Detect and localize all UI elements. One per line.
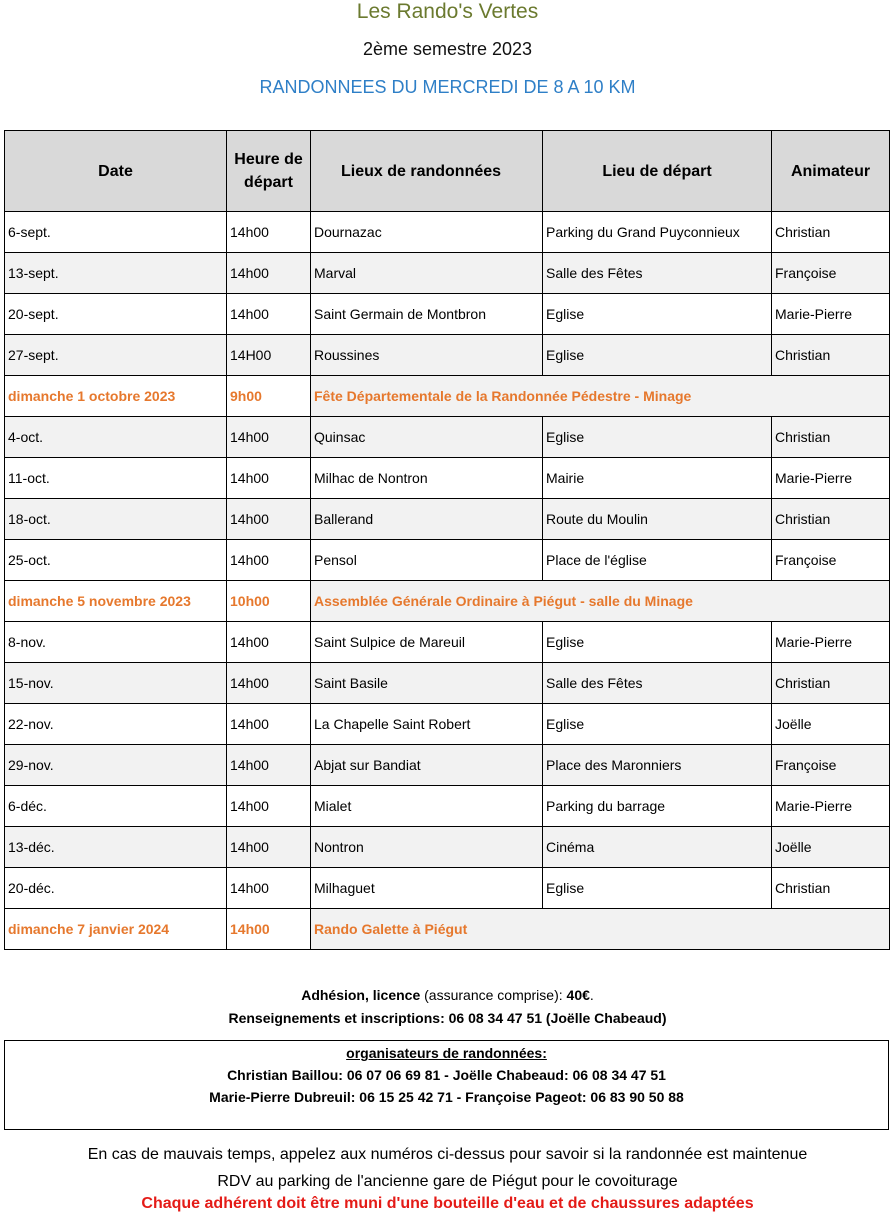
table-row bbox=[5, 868, 890, 909]
organizers-line-1: Christian Baillou: 06 07 06 69 81 - Joëlle Chabeaud: 06 08 34 47 51 bbox=[227, 1067, 666, 1083]
cell-place: Pensol bbox=[311, 540, 543, 581]
cell-date: 29-nov. bbox=[5, 745, 227, 786]
cell-place: Saint Germain de Montbron bbox=[311, 294, 543, 335]
cell-date: 27-sept. bbox=[5, 335, 227, 376]
cell-start: Cinéma bbox=[543, 827, 772, 868]
organizers-heading: organisateurs de randonnées: bbox=[346, 1045, 547, 1061]
cell-time: 10h00 bbox=[227, 581, 311, 622]
table-row bbox=[5, 622, 890, 663]
membership-end: . bbox=[589, 987, 594, 1003]
cell-date: 13-déc. bbox=[5, 827, 227, 868]
cell-time: 14h00 bbox=[227, 622, 311, 663]
cell-leader: Christian bbox=[772, 663, 890, 704]
cell-leader: Christian bbox=[772, 212, 890, 253]
cell-date: 11-oct. bbox=[5, 458, 227, 499]
table-row bbox=[5, 253, 890, 294]
cell-leader: Françoise bbox=[772, 540, 890, 581]
organizers-line-2: Marie-Pierre Dubreuil: 06 15 25 42 71 - Françoise Pageot: 06 83 90 50 88 bbox=[209, 1089, 684, 1105]
cell-date: dimanche 5 novembre 2023 bbox=[5, 581, 227, 622]
cell-time: 14h00 bbox=[227, 745, 311, 786]
schedule-subtitle: RANDONNEES DU MERCREDI DE 8 A 10 KM bbox=[259, 77, 636, 97]
cell-time: 14h00 bbox=[227, 253, 311, 294]
cell-date: 15-nov. bbox=[5, 663, 227, 704]
cell-date: 25-oct. bbox=[5, 540, 227, 581]
cell-date: 6-déc. bbox=[5, 786, 227, 827]
cell-date: dimanche 1 octobre 2023 bbox=[5, 376, 227, 417]
table-row bbox=[5, 704, 890, 745]
table-row bbox=[5, 294, 890, 335]
cell-time: 14h00 bbox=[227, 417, 311, 458]
col-time bbox=[227, 131, 311, 212]
cell-time: 14h00 bbox=[227, 212, 311, 253]
cell-event: Rando Galette à Piégut bbox=[311, 909, 890, 950]
cell-time: 14h00 bbox=[227, 786, 311, 827]
cell-leader: Joëlle bbox=[772, 827, 890, 868]
table-row bbox=[5, 212, 890, 253]
table-row bbox=[5, 417, 890, 458]
contact-info: Renseignements et inscriptions: 06 08 34 47 51 (Joëlle Chabeaud) bbox=[228, 1010, 667, 1026]
weather-note: En cas de mauvais temps, appelez aux numéros ci-dessus pour savoir si la randonnée est maintenue bbox=[87, 1146, 808, 1163]
membership-price: 40€ bbox=[566, 987, 590, 1003]
cell-start: Parking du barrage bbox=[543, 786, 772, 827]
col-leader: Animateur bbox=[772, 131, 890, 212]
cell-time: 14h00 bbox=[227, 909, 311, 950]
cell-start: Salle des Fêtes bbox=[543, 253, 772, 294]
cell-start: Route du Moulin bbox=[543, 499, 772, 540]
membership-label: Adhésion, licence bbox=[301, 987, 421, 1003]
cell-place: Roussines bbox=[311, 335, 543, 376]
cell-time: 9h00 bbox=[227, 376, 311, 417]
cell-place: Ballerand bbox=[311, 499, 543, 540]
cell-date: 8-nov. bbox=[5, 622, 227, 663]
table-row bbox=[5, 540, 890, 581]
cell-leader: Marie-Pierre bbox=[772, 622, 890, 663]
cell-start: Place de l'église bbox=[543, 540, 772, 581]
cell-date: 13-sept. bbox=[5, 253, 227, 294]
cell-leader: Christian bbox=[772, 335, 890, 376]
cell-place: Milhac de Nontron bbox=[311, 458, 543, 499]
cell-place: Marval bbox=[311, 253, 543, 294]
cell-time: 14h00 bbox=[227, 458, 311, 499]
cell-leader: Marie-Pierre bbox=[772, 294, 890, 335]
cell-place: Dournazac bbox=[311, 212, 543, 253]
cell-date: 6-sept. bbox=[5, 212, 227, 253]
cell-time: 14h00 bbox=[227, 540, 311, 581]
cell-start: Mairie bbox=[543, 458, 772, 499]
membership-note: (assurance comprise): bbox=[420, 987, 567, 1003]
cell-time: 14h00 bbox=[227, 499, 311, 540]
table-row bbox=[5, 335, 890, 376]
table-header-row bbox=[5, 131, 890, 212]
cell-place: La Chapelle Saint Robert bbox=[311, 704, 543, 745]
cell-date: 18-oct. bbox=[5, 499, 227, 540]
col-date: Date bbox=[5, 131, 227, 212]
schedule-table bbox=[4, 130, 890, 950]
cell-date: 20-déc. bbox=[5, 868, 227, 909]
cell-start: Place des Maronniers bbox=[543, 745, 772, 786]
cell-place: Quinsac bbox=[311, 417, 543, 458]
cell-leader: Christian bbox=[772, 417, 890, 458]
col-start: Lieu de départ bbox=[543, 131, 772, 212]
table-row bbox=[5, 786, 890, 827]
cell-time: 14h00 bbox=[227, 663, 311, 704]
event-row bbox=[5, 581, 890, 622]
cell-date: dimanche 7 janvier 2024 bbox=[5, 909, 227, 950]
table-row bbox=[5, 458, 890, 499]
cell-start: Eglise bbox=[543, 417, 772, 458]
cell-place: Abjat sur Bandiat bbox=[311, 745, 543, 786]
cell-date: 4-oct. bbox=[5, 417, 227, 458]
cell-start: Eglise bbox=[543, 868, 772, 909]
event-row bbox=[5, 909, 890, 950]
cell-leader: Christian bbox=[772, 499, 890, 540]
table-row bbox=[5, 663, 890, 704]
cell-place: Mialet bbox=[311, 786, 543, 827]
membership-info bbox=[0, 987, 895, 1003]
organizers-box bbox=[4, 1040, 889, 1130]
col-place: Lieux de randonnées bbox=[311, 131, 543, 212]
club-title: Les Rando's Vertes bbox=[356, 0, 539, 23]
cell-place: Saint Sulpice de Mareuil bbox=[311, 622, 543, 663]
event-row bbox=[5, 376, 890, 417]
cell-time: 14h00 bbox=[227, 704, 311, 745]
cell-leader: Marie-Pierre bbox=[772, 458, 890, 499]
cell-leader: Françoise bbox=[772, 745, 890, 786]
cell-event: Assemblée Générale Ordinaire à Piégut - salle du Minage bbox=[311, 581, 890, 622]
cell-date: 22-nov. bbox=[5, 704, 227, 745]
semester-title: 2ème semestre 2023 bbox=[362, 39, 533, 59]
cell-start: Eglise bbox=[543, 704, 772, 745]
cell-place: Nontron bbox=[311, 827, 543, 868]
cell-start: Eglise bbox=[543, 335, 772, 376]
table-row bbox=[5, 745, 890, 786]
cell-place: Milhaguet bbox=[311, 868, 543, 909]
cell-event: Fête Départementale de la Randonnée Pédestre - Minage bbox=[311, 376, 890, 417]
cell-leader: Françoise bbox=[772, 253, 890, 294]
cell-leader: Marie-Pierre bbox=[772, 786, 890, 827]
cell-time: 14h00 bbox=[227, 294, 311, 335]
cell-time: 14h00 bbox=[227, 827, 311, 868]
cell-time: 14h00 bbox=[227, 868, 311, 909]
cell-place: Saint Basile bbox=[311, 663, 543, 704]
cell-date: 20-sept. bbox=[5, 294, 227, 335]
cell-leader: Joëlle bbox=[772, 704, 890, 745]
cell-start: Eglise bbox=[543, 622, 772, 663]
cell-start: Eglise bbox=[543, 294, 772, 335]
equipment-warning: Chaque adhérent doit être muni d'une bouteille d'eau et de chaussures adaptées bbox=[141, 1195, 754, 1212]
cell-time: 14H00 bbox=[227, 335, 311, 376]
table-row bbox=[5, 499, 890, 540]
col-time-label: Heure de départ bbox=[234, 151, 303, 191]
table-row bbox=[5, 827, 890, 868]
cell-start: Salle des Fêtes bbox=[543, 663, 772, 704]
cell-start: Parking du Grand Puyconnieux bbox=[543, 212, 772, 253]
cell-leader: Christian bbox=[772, 868, 890, 909]
meeting-note: RDV au parking de l'ancienne gare de Piégut pour le covoiturage bbox=[217, 1173, 678, 1190]
